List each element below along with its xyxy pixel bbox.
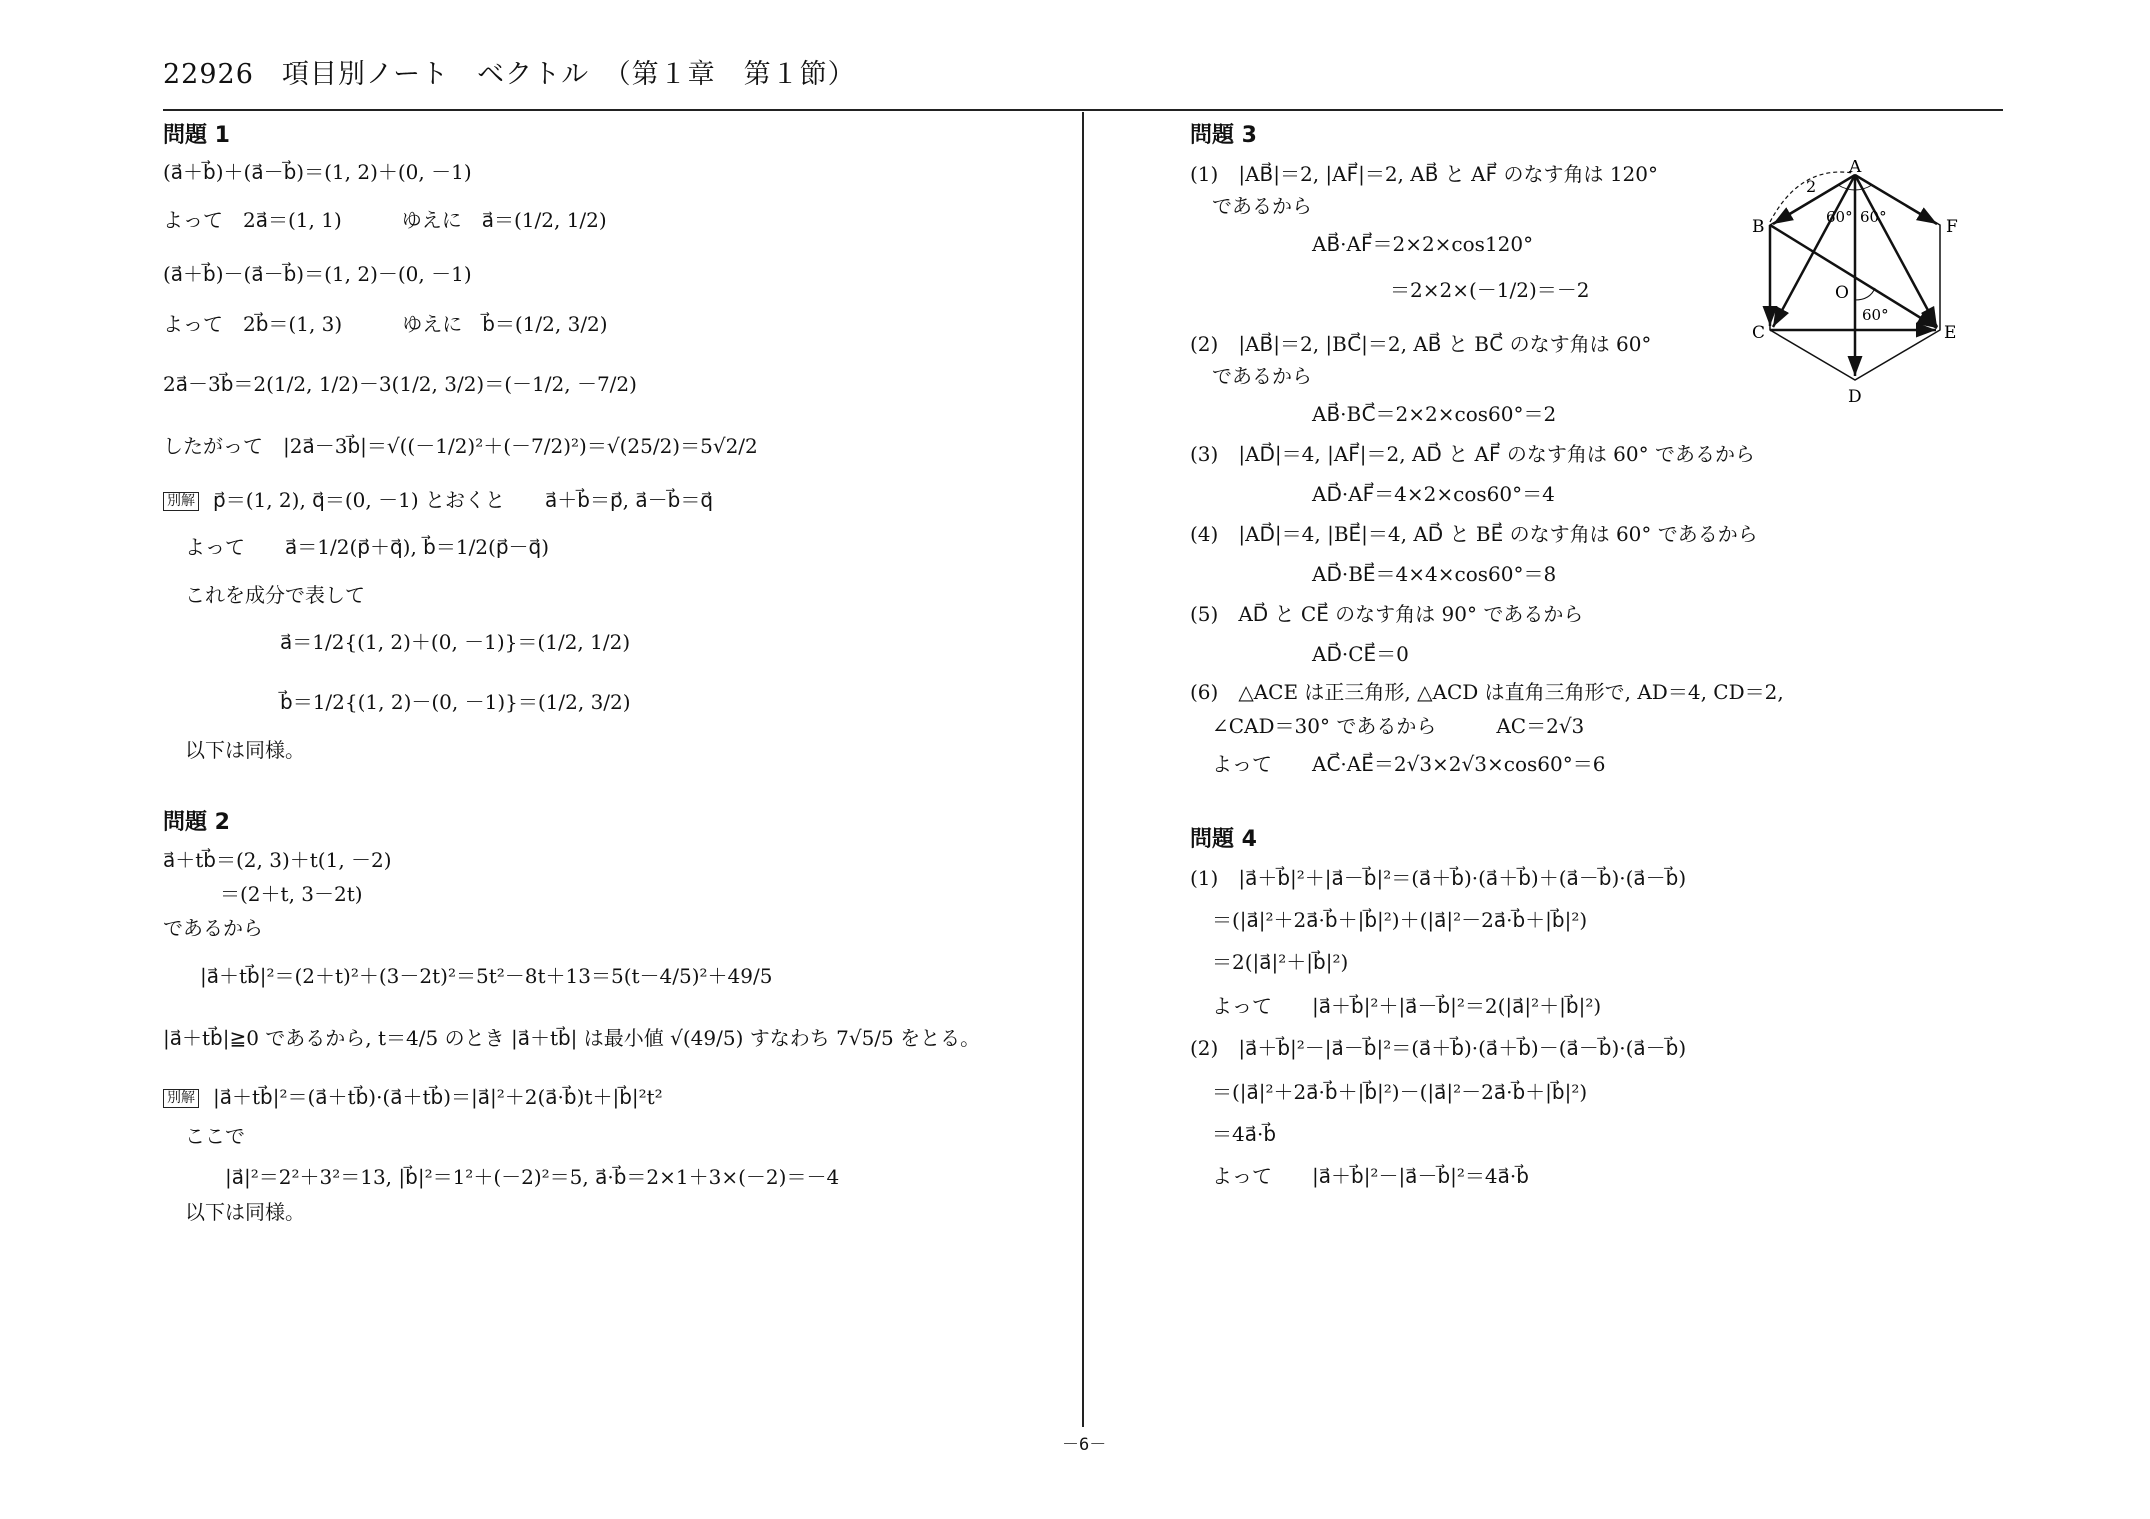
p3-line-16: よって AC⃗·AE⃗＝2√3×2√3×cos60°＝6 bbox=[1212, 752, 1606, 776]
p3-line-7: AB⃗·BC⃗＝2×2×cos60°＝2 bbox=[1312, 402, 1557, 426]
label-d: D bbox=[1848, 387, 1862, 407]
p3-line-12: (5) AD⃗ と CE⃗ のなす角は 90° であるから bbox=[1190, 602, 1584, 626]
p3-line-4: ＝2×2×(－1/2)＝－2 bbox=[1390, 278, 1590, 302]
p1-line-2: よって 2a⃗＝(1, 1) ゆえに a⃗＝(1/2, 1/2) bbox=[163, 208, 607, 232]
p2-alt-text-1: |a⃗＋tb⃗|²＝(a⃗＋tb⃗)·(a⃗＋tb⃗)＝|a⃗|²＋2(a⃗·b⃗)t＋|b⃗|²t² bbox=[213, 1085, 663, 1109]
p3-line-1: (1) |AB⃗|＝2, |AF⃗|＝2, AB⃗ と AF⃗ のなす角は 120° bbox=[1190, 162, 1658, 186]
label-e: E bbox=[1944, 323, 1957, 343]
p3-line-3: AB⃗·AF⃗＝2×2×cos120° bbox=[1312, 232, 1534, 256]
p4-line-6: ＝(|a⃗|²＋2a⃗·b⃗＋|b⃗|²)－(|a⃗|²－2a⃗·b⃗＋|b⃗|²) bbox=[1212, 1080, 1588, 1104]
problem-4-title: 問題 4 bbox=[1190, 827, 1257, 852]
label-angle-3: 60° bbox=[1862, 306, 1889, 324]
p1-line-6: したがって |2a⃗－3b⃗|＝√((－1/2)²＋(－7/2)²)＝√(25/2)＝5√2/2 bbox=[163, 434, 758, 458]
p1-alt-line-5: b⃗＝1/2{(1, 2)－(0, －1)}＝(1/2, 3/2) bbox=[280, 690, 631, 714]
p1-alt-line-2: よって a⃗＝1/2(p⃗＋q⃗), b⃗＝1/2(p⃗－q⃗) bbox=[185, 535, 550, 559]
p4-line-8: よって |a⃗＋b⃗|²－|a⃗－b⃗|²＝4a⃗·b⃗ bbox=[1212, 1164, 1529, 1188]
p1-line-5: 2a⃗－3b⃗＝2(1/2, 1/2)－3(1/2, 3/2)＝(－1/2, －7/2) bbox=[163, 372, 637, 396]
p3-line-10: (4) |AD⃗|＝4, |BE⃗|＝4, AD⃗ と BE⃗ のなす角は 60° であるから bbox=[1190, 522, 1758, 546]
p2-alt-line-1 bbox=[163, 1085, 663, 1109]
vector-ae bbox=[1855, 175, 1937, 327]
p2-line-3: であるから bbox=[163, 916, 263, 940]
column-divider bbox=[1082, 112, 1084, 1427]
label-c: C bbox=[1752, 323, 1766, 343]
page-number: －6－ bbox=[1062, 1435, 1107, 1455]
p1-alt-text-1: p⃗＝(1, 2), q⃗＝(0, －1) とおくと a⃗＋b⃗＝p⃗, a⃗－b⃗＝q⃗ bbox=[213, 488, 714, 512]
problem-2-title: 問題 2 bbox=[163, 810, 230, 835]
vector-be bbox=[1770, 225, 1937, 328]
p3-line-13: AD⃗·CE⃗＝0 bbox=[1312, 642, 1409, 666]
p4-line-7: ＝4a⃗·b⃗ bbox=[1212, 1122, 1277, 1146]
p1-line-3: (a⃗＋b⃗)－(a⃗－b⃗)＝(1, 2)－(0, －1) bbox=[163, 262, 472, 286]
betsukai-tag-2: 別解 bbox=[163, 1089, 199, 1108]
betsukai-tag: 別解 bbox=[163, 492, 199, 511]
label-angle-2: 60° bbox=[1860, 208, 1887, 226]
p1-line-4: よって 2b⃗＝(1, 3) ゆえに b⃗＝(1/2, 3/2) bbox=[163, 312, 608, 336]
p4-line-2: ＝(|a⃗|²＋2a⃗·b⃗＋|b⃗|²)＋(|a⃗|²－2a⃗·b⃗＋|b⃗|²) bbox=[1212, 908, 1588, 932]
label-a: A bbox=[1849, 160, 1862, 177]
problem-1-title: 問題 1 bbox=[163, 123, 230, 148]
p1-line-1: (a⃗＋b⃗)＋(a⃗－b⃗)＝(1, 2)＋(0, －1) bbox=[163, 160, 472, 184]
angle-arc-center bbox=[1855, 288, 1875, 300]
p3-line-8: (3) |AD⃗|＝4, |AF⃗|＝2, AD⃗ と AF⃗ のなす角は 60° であるから bbox=[1190, 442, 1755, 466]
p2-alt-line-3: |a⃗|²＝2²＋3²＝13, |b⃗|²＝1²＋(－2)²＝5, a⃗·b⃗＝2×1＋3×(－2)＝－4 bbox=[225, 1165, 840, 1189]
p1-alt-line-4: a⃗＝1/2{(1, 2)＋(0, －1)}＝(1/2, 1/2) bbox=[280, 630, 631, 654]
p1-alt-line-1 bbox=[163, 488, 713, 512]
p3-line-2: であるから bbox=[1212, 194, 1312, 218]
p3-line-11: AD⃗·BE⃗＝4×4×cos60°＝8 bbox=[1312, 562, 1557, 586]
header-rule bbox=[163, 109, 2003, 111]
label-o: O bbox=[1835, 283, 1849, 303]
label-f: F bbox=[1946, 217, 1958, 237]
p3-line-6: であるから bbox=[1212, 364, 1312, 388]
p3-line-15: ∠CAD＝30° であるから AC＝2√3 bbox=[1212, 714, 1585, 738]
p3-line-9: AD⃗·AF⃗＝4×2×cos60°＝4 bbox=[1312, 482, 1555, 506]
p1-alt-line-6: 以下は同様。 bbox=[185, 738, 305, 762]
label-side-2: 2 bbox=[1806, 177, 1817, 196]
label-angle-1: 60° bbox=[1826, 208, 1853, 226]
p2-line-2: ＝(2＋t, 3－2t) bbox=[220, 882, 363, 906]
p2-line-4: |a⃗＋tb⃗|²＝(2＋t)²＋(3－2t)²＝5t²－8t＋13＝5(t－4/5)²＋49/5 bbox=[200, 964, 773, 988]
label-b: B bbox=[1752, 217, 1765, 237]
p4-line-3: ＝2(|a⃗|²＋|b⃗|²) bbox=[1212, 950, 1349, 974]
p2-line-5: |a⃗＋tb⃗|≧0 であるから, t＝4/5 のとき |a⃗＋tb⃗| は最小値 √(49/5) すなわち 7√5/5 をとる。 bbox=[163, 1026, 981, 1050]
problem-3-title: 問題 3 bbox=[1190, 123, 1257, 148]
hexagon-figure bbox=[1730, 160, 1980, 410]
p4-line-4: よって |a⃗＋b⃗|²＋|a⃗－b⃗|²＝2(|a⃗|²＋|b⃗|²) bbox=[1212, 994, 1602, 1018]
p1-alt-line-3: これを成分で表して bbox=[185, 583, 365, 607]
p2-line-1: a⃗＋tb⃗＝(2, 3)＋t(1, －2) bbox=[163, 848, 392, 872]
p2-alt-line-2: ここで bbox=[185, 1124, 245, 1148]
page-header-title: 22926 項目別ノート ベクトル （第１章 第１節） bbox=[163, 59, 856, 90]
p2-alt-line-4: 以下は同様。 bbox=[185, 1200, 305, 1224]
p3-line-5: (2) |AB⃗|＝2, |BC⃗|＝2, AB⃗ と BC⃗ のなす角は 60° bbox=[1190, 332, 1652, 356]
p4-line-5: (2) |a⃗＋b⃗|²－|a⃗－b⃗|²＝(a⃗＋b⃗)·(a⃗＋b⃗)－(a⃗－b⃗)·(a⃗－b⃗) bbox=[1190, 1036, 1687, 1060]
p3-line-14: (6) △ACE は正三角形, △ACD は直角三角形で, AD＝4, CD＝2, bbox=[1190, 680, 1784, 704]
p4-line-1: (1) |a⃗＋b⃗|²＋|a⃗－b⃗|²＝(a⃗＋b⃗)·(a⃗＋b⃗)＋(a⃗－b⃗)·(a⃗－b⃗) bbox=[1190, 866, 1687, 890]
